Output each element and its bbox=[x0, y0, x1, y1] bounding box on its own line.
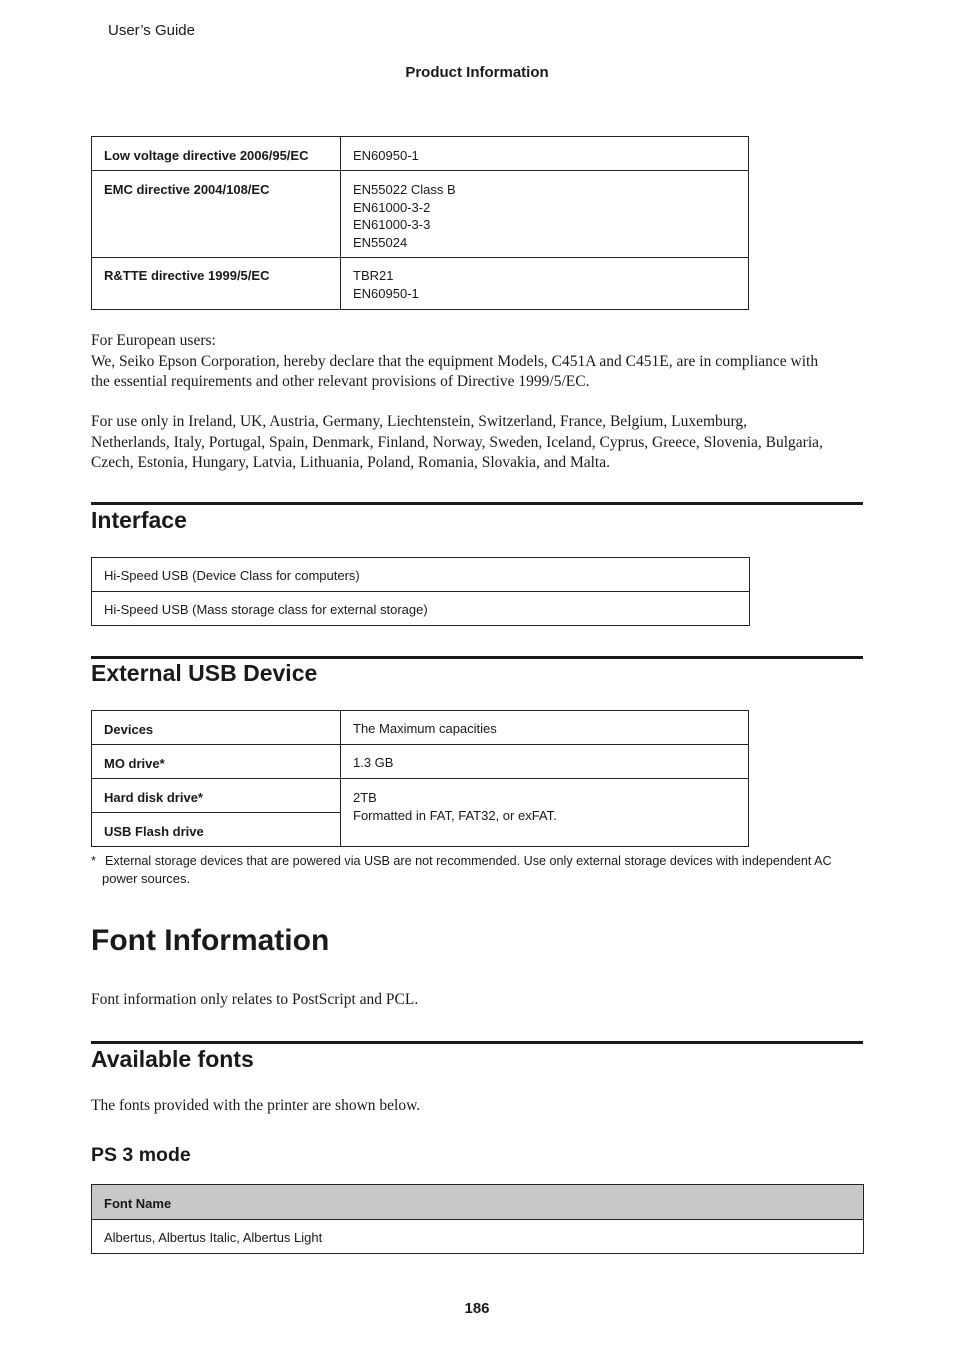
available-fonts-heading: Available fonts bbox=[91, 1046, 254, 1072]
external-usb-heading: External USB Device bbox=[91, 660, 318, 686]
standard-value: EN60950-1 bbox=[353, 285, 419, 301]
paragraph-line: Netherlands, Italy, Portugal, Spain, Denmark, Finland, Norway, Sweden, Iceland, Cyprus, Greece, Slovenia, Bulgaria, bbox=[91, 433, 823, 451]
table-row bbox=[92, 171, 749, 258]
font-name-table bbox=[91, 1184, 864, 1254]
device-label: USB Flash drive bbox=[92, 813, 341, 847]
table-header-row bbox=[92, 1185, 864, 1220]
directive-value bbox=[341, 258, 749, 310]
table-row bbox=[92, 711, 749, 745]
font-name-header: Font Name bbox=[92, 1185, 864, 1220]
standard-value: EN60950-1 bbox=[353, 148, 419, 163]
interface-cell: Hi-Speed USB (Mass storage class for external storage) bbox=[92, 592, 750, 626]
standard-value: EN55022 Class B bbox=[353, 182, 456, 197]
standard-value: TBR21 bbox=[353, 268, 394, 283]
paragraph-line: For use only in Ireland, UK, Austria, Germany, Liechtenstein, Switzerland, France, Belgium, Luxemburg, bbox=[91, 413, 748, 430]
interface-cell: Hi-Speed USB (Device Class for computers) bbox=[92, 558, 750, 592]
section-title: Product Information bbox=[405, 64, 549, 81]
table-row bbox=[92, 558, 750, 592]
table-row bbox=[92, 258, 749, 310]
device-label: Hard disk drive* bbox=[92, 779, 341, 813]
device-label: MO drive* bbox=[92, 745, 341, 779]
capacity-value bbox=[341, 779, 749, 847]
table-row bbox=[92, 137, 749, 171]
directive-value bbox=[341, 171, 749, 258]
directives-table bbox=[91, 136, 749, 310]
paragraph-line: We, Seiko Epson Corporation, hereby declare that the equipment Models, C451A and C451E, are in compliance with bbox=[91, 352, 819, 370]
section-rule bbox=[91, 656, 863, 659]
ps3-mode-heading: PS 3 mode bbox=[91, 1144, 191, 1166]
standard-value: EN61000-3-3 bbox=[353, 217, 431, 232]
directive-label: R&TTE directive 1999/5/EC bbox=[92, 258, 341, 310]
paragraph-line: For European users: bbox=[91, 332, 216, 349]
interface-heading: Interface bbox=[91, 507, 187, 533]
available-fonts-intro: The fonts provided with the printer are shown below. bbox=[91, 1097, 421, 1114]
capacity-value: 1.3 GB bbox=[341, 745, 749, 779]
table-row bbox=[92, 779, 749, 813]
font-name-cell: Albertus, Albertus Italic, Albertus Light bbox=[92, 1220, 864, 1254]
paragraph-line: Czech, Estonia, Hungary, Latvia, Lithuania, Poland, Romania, Slovakia, and Malta. bbox=[91, 454, 610, 471]
footnote-mark: * bbox=[91, 853, 97, 868]
footnote-text: External storage devices that are powered via USB are not recommended. Use only external storage devices with independent AC bbox=[105, 854, 832, 868]
directive-label: EMC directive 2004/108/EC bbox=[92, 171, 341, 258]
table-row bbox=[92, 1220, 864, 1254]
page-number: 186 bbox=[464, 1300, 490, 1317]
paragraph-line: the essential requirements and other relevant provisions of Directive 1999/5/EC. bbox=[91, 373, 590, 390]
countries-paragraph bbox=[91, 412, 871, 474]
directive-label: Low voltage directive 2006/95/EC bbox=[92, 137, 341, 171]
font-information-heading: Font Information bbox=[91, 924, 330, 957]
devices-header: Devices bbox=[92, 711, 341, 745]
guide-title: User’s Guide bbox=[108, 22, 195, 39]
capacity-header: The Maximum capacities bbox=[341, 711, 749, 745]
section-rule bbox=[91, 1041, 863, 1044]
capacity-line: Formatted in FAT, FAT32, or exFAT. bbox=[353, 807, 557, 823]
capacity-line: 2TB bbox=[353, 790, 377, 805]
footnote-text: power sources. bbox=[102, 871, 191, 886]
interface-table bbox=[91, 557, 750, 626]
font-information-intro: Font information only relates to PostScript and PCL. bbox=[91, 991, 419, 1008]
external-usb-table bbox=[91, 710, 749, 847]
european-users-declaration bbox=[91, 331, 871, 393]
table-row bbox=[92, 592, 750, 626]
table-row bbox=[92, 745, 749, 779]
standard-value: EN61000-3-2 bbox=[353, 199, 431, 215]
section-rule bbox=[91, 502, 863, 505]
directive-value bbox=[341, 137, 749, 171]
standard-value: EN55024 bbox=[353, 234, 408, 250]
footnote bbox=[91, 852, 866, 888]
